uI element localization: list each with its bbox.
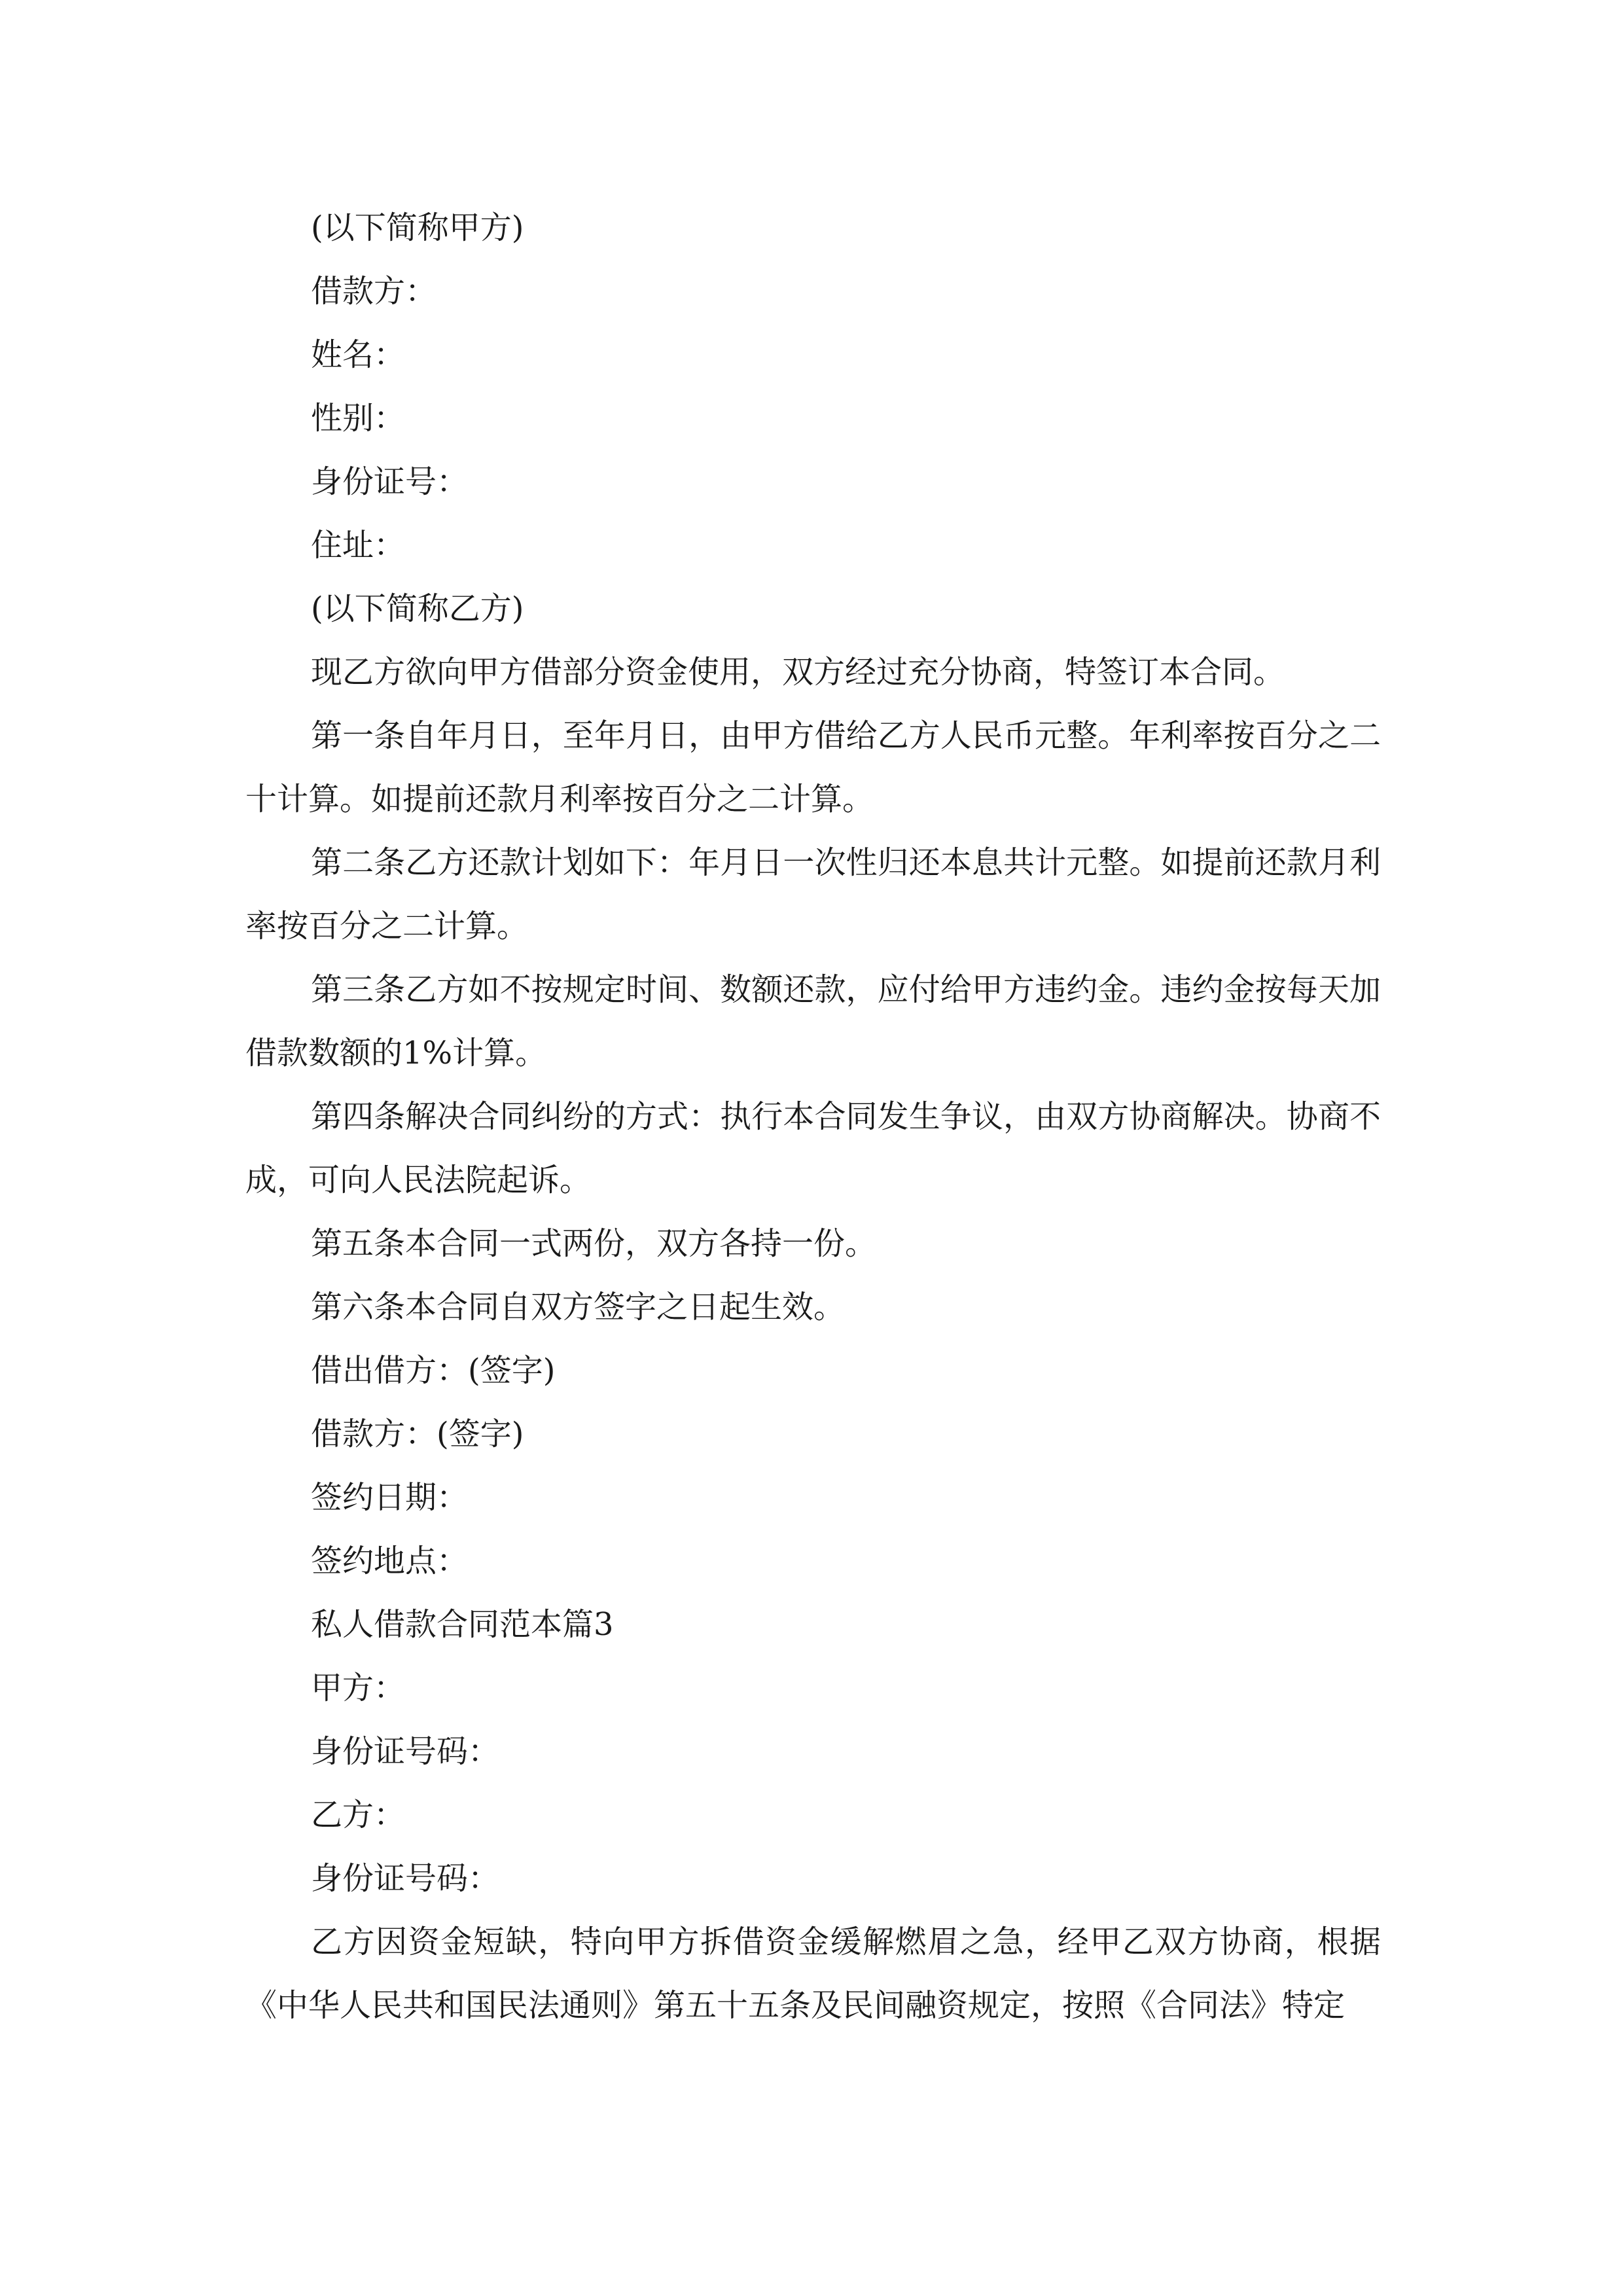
paragraph-preamble: 现乙方欲向甲方借部分资金使用，双方经过充分协商，特签订本合同。 [311,654,1285,691]
paragraph-lender-signature: 借出借方：(签字) [311,1352,556,1389]
paragraph-party-a-abbrev: (以下简称甲方) [311,209,524,246]
paragraph-article-1: 第一条自年月日，至年月日，由甲方借给乙方人民币元整。年利率按百分之二十计算。如提前还款月利率按百分之二计算。 [245,717,1381,817]
paragraph-signing-date: 签约日期： [311,1479,469,1516]
paragraph-section-heading: 私人借款合同范本篇3 [311,1606,614,1643]
paragraph-article-6: 第六条本合同自双方签字之日起生效。 [311,1289,846,1325]
paragraph-signing-place: 签约地点： [311,1543,469,1579]
paragraph-party-a-id: 身份证号码： [311,1733,500,1770]
paragraph-article-3: 第三条乙方如不按规定时间、数额还款，应付给甲方违约金。违约金按每天加借款数额的1%计算。 [245,971,1381,1071]
paragraph-party-a-label: 甲方： [311,1670,406,1706]
paragraph-name-field: 姓名： [311,336,406,373]
paragraph-party-b-id: 身份证号码： [311,1860,500,1897]
paragraph-address-field: 住址： [311,527,406,564]
paragraph-id-number-field: 身份证号： [311,463,469,500]
paragraph-loan-purpose: 乙方因资金短缺，特向甲方拆借资金缓解燃眉之急，经甲乙双方协商，根据《中华人民共和国民法通则》第五十五条及民间融资规定，按照《合同法》特定 [245,1924,1381,2024]
paragraph-borrower-label: 借款方： [311,273,437,310]
paragraph-party-b-abbrev: (以下简称乙方) [311,590,524,627]
paragraph-article-2: 第二条乙方还款计划如下：年月日一次性归还本息共计元整。如提前还款月利率按百分之二计算。 [245,844,1381,944]
paragraph-article-4: 第四条解决合同纠纷的方式：执行本合同发生争议，由双方协商解决。协商不成，可向人民法院起诉。 [245,1098,1381,1198]
paragraph-article-5: 第五条本合同一式两份，双方各持一份。 [311,1225,877,1262]
paragraph-borrower-signature: 借款方：(签字) [311,1416,524,1452]
paragraph-gender-field: 性别： [311,400,406,437]
document-body [245,196,1381,2037]
paragraph-party-b-label: 乙方： [311,1797,406,1833]
